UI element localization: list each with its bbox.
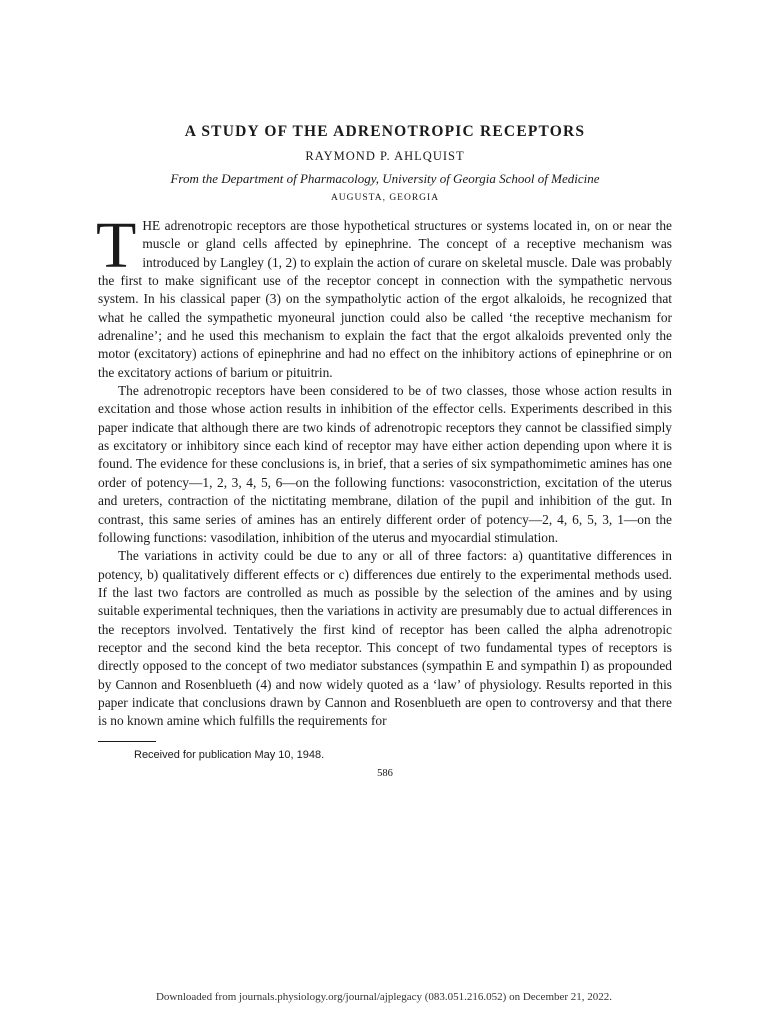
author-name: RAYMOND P. AHLQUIST — [305, 149, 465, 163]
article-title: A STUDY OF THE ADRENOTROPIC RECEPTORS — [184, 123, 586, 140]
paragraph-3: The variations in activity could be due to any or all of three factors: a) quantitative differences in potency, b) qualitatively different effects or c) differences due entirely to the experimental methods used. If the last two factors are controlled as much as possible by the selection of the amines and by using suitable experimental techniques, then the variations in activity are presumably due to actual differences in the receptors involved. Tentatively the first kind of receptor has been called the alpha adrenotropic receptor and the second kind the beta receptor. This concept of two fundamental types of receptors is directly opposed to the concept of two mediator substances (sympathin E and sympathin I) as propounded by Cannon and Rosenblueth (4) and now widely quoted as a ‘law’ of physiology. Results reported in this paper indicate that conclusions drawn by Cannon and Rosenblueth are open to controversy and that there is no known amine which fulfills the requirements for — [98, 548, 672, 729]
article-body — [96, 209, 672, 731]
footnote-rule — [98, 741, 156, 742]
article-page — [98, 122, 672, 779]
page-number: 586 — [377, 767, 393, 779]
paragraph-2: The adrenotropic receptors have been considered to be of two classes, those whose action results in excitation and those whose action results in inhibition of the effector cells. Experiments described in this paper indicate that although there are two kinds of adrenotropic receptors they cannot be classified simply as excitatory or inhibitory since each kind of receptor may have either action depending upon where it is found. The evidence for these conclusions is, in brief, that a series of six sympathomimetic amines has one order of potency—1, 2, 3, 4, 5, 6—on the following functions: vasoconstriction, excitation of the uterus and ureters, contraction of the nictitating membrane, dilation of the pupil and inhibition of the gut. In contrast, this same series of amines has an entirely different order of potency—2, 4, 6, 5, 3, 1—on the following functions: vasodilation, inhibition of the uterus and myocardial stimulation. — [98, 383, 672, 545]
affiliation-location: AUGUSTA, GEORGIA — [330, 193, 440, 203]
paragraph-1-text: HE adrenotropic receptors are those hypothetical structures or systems located in, on or near the muscle or gland cells affected by epinephrine. The concept of a receptive mechanism was introduced by Langley (1, 2) to explain the action of curare on skeletal muscle. Dale was probably the first to make significant use of the receptor concept in connection with the sympathetic nervous system. In his classical paper (3) on the sympatholytic action of the ergot alkaloids, he recognized that what he called the sympathetic myoneural junction could also be called ‘the receptive mechanism for adrenaline’; and he used this mechanism to explain the fact that the ergot alkaloids prevented only the motor (excitatory) actions of epinephrine and had no effect on the inhibitory actions of epinephrine or on the excitatory actions of barium or pituitrin. — [98, 218, 672, 380]
footnote: Received for publication May 10, 1948. — [134, 748, 325, 761]
download-notice: Downloaded from journals.physiology.org/journal/ajplegacy (083.051.216.052) on December 21, 2022. — [155, 991, 613, 1003]
drop-cap: T — [96, 209, 137, 282]
paragraph-1 — [96, 209, 672, 382]
author-affiliation: From the Department of Pharmacology, University of Georgia School of Medicine — [170, 171, 600, 186]
